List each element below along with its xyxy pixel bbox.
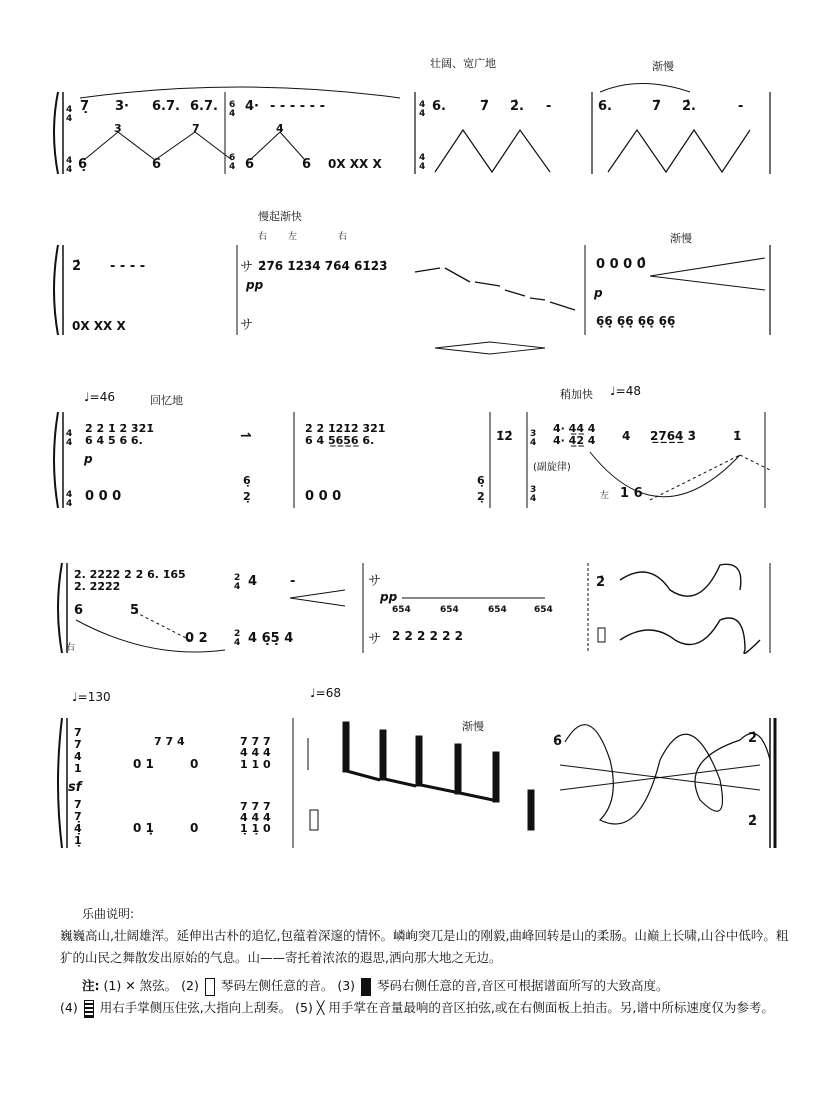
svg-text:4: 4 <box>419 153 426 163</box>
svg-text:4: 4 <box>66 490 73 500</box>
svg-text:654: 654 <box>488 605 507 615</box>
svg-text:7̣: 7̣ <box>74 810 82 823</box>
svg-text:4: 4 <box>66 114 73 124</box>
dynamic-pp-2: pp <box>380 590 398 604</box>
svg-text:-: - <box>546 99 552 114</box>
svg-text:2̲7̲6̲4̲ 3̇: 2̲7̲6̲4̲ 3̇ <box>650 429 696 443</box>
dynamic-p-1: p <box>594 286 603 300</box>
svg-text:1̇2̇: 1̇2̇ <box>496 429 513 443</box>
dynamic-pp-1: pp <box>246 278 264 292</box>
svg-text:6: 6 <box>302 157 312 172</box>
svg-text:1̇: 1̇ <box>733 429 742 443</box>
svg-text:4: 4 <box>419 162 426 172</box>
note-1-index: (1) <box>103 978 122 993</box>
svg-text:4·: 4· <box>245 99 259 114</box>
svg-text:6: 6 <box>74 603 84 618</box>
rhythm-blocks <box>308 722 534 830</box>
svg-text:4: 4 <box>234 582 241 592</box>
svg-text:1 6: 1 6 <box>620 486 643 501</box>
svg-text:2̇.: 2̇. <box>510 99 524 114</box>
svg-text:7̇ 7̇ 7: 7̇ 7̇ 7 <box>240 800 271 813</box>
fingering-zuo-1: 左 <box>288 232 298 242</box>
notes-label: 注: <box>82 978 100 993</box>
svg-text:5: 5 <box>130 603 140 618</box>
svg-text:- - - - - -: - - - - - - <box>270 99 326 114</box>
term-jianman-3: 渐慢 <box>462 720 484 733</box>
svg-text:7̇ 7 4: 7̇ 7 4 <box>154 735 185 748</box>
svg-text:2̇. 2̇2̇2̇2̇ 2̇ 2̇ 6̇. 1̇6̇: 2̇. 2̇2̇2̇2̇ 2̇ 2̇ 6̇. 1̇6̇5̇ <box>74 568 186 581</box>
svg-text:654: 654 <box>534 605 553 615</box>
svg-text:2 2 2 2 2 2: 2 2 2 2 2 2 <box>392 629 463 643</box>
svg-text:4: 4 <box>419 100 426 110</box>
svg-text:7̇: 7̇ <box>74 798 82 811</box>
note-1-symbol: ✕ <box>125 978 136 993</box>
svg-text:4: 4 <box>530 438 537 448</box>
svg-text:4 6̣5̣ 4: 4 6̣5̣ 4 <box>248 631 294 646</box>
svg-text:4· 4̲4̲ 4: 4· 4̲4̲ 4 <box>553 422 596 435</box>
svg-text:0 0 0: 0 0 0 <box>305 489 342 504</box>
svg-text:3: 3 <box>114 122 122 135</box>
term-huiyi: 回忆地 <box>150 394 183 407</box>
note-3-index: (3) <box>337 978 356 993</box>
svg-text:7: 7 <box>192 122 200 135</box>
svg-text:6: 6 <box>152 157 162 172</box>
fingering-you-2: 右 <box>338 232 348 242</box>
tempo-48: ♩=48 <box>610 384 641 398</box>
svg-text:2: 2 <box>234 629 241 639</box>
svg-text:6̣6̣ 6̣6̣ 6̣6̣ 6̣6̣: 6̣6̣ 6̣6̣ 6̣6̣ 6̣6̣ <box>596 314 676 328</box>
svg-text:4: 4 <box>66 499 73 509</box>
svg-text:4 4 4: 4 4 4 <box>240 811 271 824</box>
term-jianman-2: 渐慢 <box>670 232 692 245</box>
svg-text:654: 654 <box>392 605 411 615</box>
svg-text:4: 4 <box>530 494 537 504</box>
term-manqi-jiankuai: 慢起渐快 <box>258 210 302 223</box>
svg-text:4: 4 <box>66 105 73 115</box>
svg-text:1̣ 1̣ 0: 1̣ 1̣ 0 <box>240 822 271 835</box>
svg-text:6̣: 6̣ <box>243 474 251 487</box>
note-5-index: (5) <box>295 1000 313 1015</box>
svg-text:6̇: 6̇ <box>553 734 563 749</box>
dynamic-p-2: p <box>84 452 93 466</box>
term-shaojiakuai: 稍加快 <box>560 388 593 401</box>
sanban-4: サ <box>368 632 382 647</box>
tempo-48-value: =48 <box>615 384 641 398</box>
svg-text:-: - <box>738 99 744 114</box>
svg-text:6.: 6. <box>598 99 612 114</box>
sanban-2: サ <box>240 318 254 333</box>
svg-text:2̇.: 2̇. <box>682 99 696 114</box>
notes-title: 乐曲说明: <box>82 907 135 921</box>
system-2 <box>54 245 770 354</box>
svg-text:4̣: 4̣ <box>74 822 82 835</box>
system-3 <box>54 412 770 509</box>
notes-block <box>60 903 800 1019</box>
filled-box-icon <box>361 978 371 996</box>
fingering-you-1: 右 <box>258 232 268 242</box>
svg-text:4: 4 <box>66 438 73 448</box>
svg-text:1̣: 1̣ <box>74 834 82 847</box>
svg-text:6: 6 <box>229 153 236 163</box>
fingering-you-3: 右 <box>66 643 76 653</box>
svg-text:6 4 5 6 6.: 6 4 5 6 6. <box>85 434 143 447</box>
svg-text:4: 4 <box>234 638 241 648</box>
svg-text:0: 0 <box>190 821 199 835</box>
svg-text:2̇: 2̇ <box>748 814 758 829</box>
note-2-text: 琴码左侧任意的音。 <box>220 978 334 993</box>
term-jianman-1: 渐慢 <box>652 60 674 73</box>
dynamic-sf: sf <box>68 780 82 795</box>
svg-text:4: 4 <box>66 165 73 175</box>
tempo-68: ♩=68 <box>310 686 341 700</box>
svg-text:2̇ 2̇ 1̇ 2̇ 3̇2̇1̇: 2̇ 2̇ 1̇ 2̇ 3̇2̇1̇ <box>85 422 154 435</box>
svg-text:6: 6 <box>245 157 255 172</box>
sanban-3: サ <box>368 574 382 589</box>
svg-text:2̇: 2̇ <box>748 731 758 746</box>
svg-text:6.7.: 6.7. <box>190 99 218 114</box>
tempo-46: ♩=46 <box>84 390 115 404</box>
svg-text:4: 4 <box>74 750 82 763</box>
note-1-text: 煞弦。 <box>139 978 178 993</box>
note-5-symbol: ╳ <box>316 1000 325 1015</box>
system-4 <box>58 563 770 653</box>
svg-text:6̣: 6̣ <box>78 157 88 172</box>
svg-text:2: 2 <box>234 573 241 583</box>
striped-box-icon <box>84 1000 94 1018</box>
svg-text:0X XX X: 0X XX X <box>72 319 126 333</box>
svg-text:3·: 3· <box>115 99 129 114</box>
open-box-icon <box>205 978 215 996</box>
svg-text:6.: 6. <box>432 99 446 114</box>
system-5 <box>58 718 775 848</box>
svg-text:6: 6 <box>229 100 236 110</box>
note-2-index: (2) <box>181 978 199 993</box>
fingering-zuo-2: 左 <box>600 491 610 501</box>
svg-text:1 1 0: 1 1 0 <box>240 758 271 771</box>
note-5-text: 用手掌在音量最响的音区拍弦,或在右侧面板上拍击。另,谱中所标速度仅为参考。 <box>328 1000 774 1015</box>
svg-text:2̇. 2̇2̇2̇2̇: 2̇. 2̇2̇2̇2̇ <box>74 580 121 593</box>
svg-text:654: 654 <box>440 605 459 615</box>
svg-text:4 4 4: 4 4 4 <box>240 746 271 759</box>
svg-text:2̇7̇6 1̇2̇3̇4 7̇6̇4 6̇1̇2̇3: 2̇7̇6 1̇2̇3̇4 7̇6̇4 6̇1̇2̇3̇ <box>258 259 388 273</box>
svg-text:4: 4 <box>66 156 73 166</box>
term-zhuangkuo: 壮阔、宽广地 <box>430 57 496 70</box>
notes-paragraph: 巍巍高山,壮阔雄浑。延伸出古朴的追忆,包蕴着深邃的情怀。嶙峋突兀是山的刚毅,曲峰回转是山的柔肠。山巅上长啸,山谷中低吟。粗犷的山民之舞散发出原始的气息。山——寄托着浓浓的遐思,洒向那大地之无边。 <box>60 928 789 965</box>
svg-text:4: 4 <box>229 162 236 172</box>
svg-text:3: 3 <box>530 429 537 439</box>
svg-text:0 0 0: 0 0 0 <box>85 489 122 504</box>
svg-text:7̇: 7̇ <box>652 99 662 114</box>
svg-text:0: 0 <box>190 757 199 771</box>
svg-text:3: 3 <box>530 485 537 495</box>
svg-text:7̇: 7̇ <box>74 726 82 739</box>
svg-text:7̇ 7̇ 7: 7̇ 7̇ 7 <box>240 735 271 748</box>
svg-text:-: - <box>290 574 296 589</box>
svg-text:4: 4 <box>419 109 426 119</box>
svg-text:7̣: 7̣ <box>80 99 90 114</box>
note-4-text: 用右手掌侧压住弦,大指向上刮奏。 <box>99 1000 292 1015</box>
sanban-1: サ <box>240 260 254 275</box>
svg-text:1: 1 <box>74 762 82 775</box>
tempo-130-value: =130 <box>77 690 111 704</box>
tempo-46-value: =46 <box>89 390 115 404</box>
note-4-index: (4) <box>60 1000 78 1015</box>
svg-text:4: 4 <box>229 109 236 119</box>
svg-text:0 0 0 0̂: 0 0 0 0̂ <box>596 257 646 272</box>
svg-text:2̣: 2̣ <box>243 490 251 503</box>
svg-text:6̣: 6̣ <box>477 474 485 487</box>
svg-text:- - - -: - - - - <box>110 259 146 274</box>
note-3-text: 琴码右侧任意的音,音区可根据谱面所写的大致高度。 <box>377 978 669 993</box>
term-fuxuanlv: (副旋律) <box>533 462 571 473</box>
svg-text:4: 4 <box>622 429 631 443</box>
svg-text:7̇: 7̇ <box>480 99 490 114</box>
svg-text:0 2: 0 2 <box>185 631 208 646</box>
svg-text:4: 4 <box>248 574 258 589</box>
svg-text:4· 4̲2̲ 4: 4· 4̲2̲ 4 <box>553 434 596 447</box>
svg-text:⇀: ⇀ <box>240 428 252 444</box>
tempo-130: ♩=130 <box>72 690 111 704</box>
svg-text:6 4 5̲6̲5̲6̲ 6.: 6 4 5̲6̲5̲6̲ 6. <box>305 434 375 447</box>
svg-text:0 1̣: 0 1̣ <box>133 821 154 835</box>
svg-text:7: 7 <box>74 738 82 751</box>
svg-text:6.7.: 6.7. <box>152 99 180 114</box>
svg-text:4: 4 <box>276 122 284 135</box>
svg-text:2̣: 2̣ <box>477 490 485 503</box>
notes-footnotes <box>60 975 800 1019</box>
svg-text:0X XX X: 0X XX X <box>328 157 382 171</box>
svg-text:2̇: 2̇ <box>72 259 82 274</box>
svg-text:2̇ 2̇ 1̇2̇1̇2̇ 3̇2̇1̇: 2̇ 2̇ 1̇2̇1̇2̇ 3̇2̇1̇ <box>305 422 386 435</box>
svg-text:4: 4 <box>66 429 73 439</box>
system-1 <box>54 84 770 176</box>
svg-text:2̇: 2̇ <box>596 575 606 590</box>
svg-text:0 1: 0 1 <box>133 757 154 771</box>
tempo-68-value: =68 <box>315 686 341 700</box>
